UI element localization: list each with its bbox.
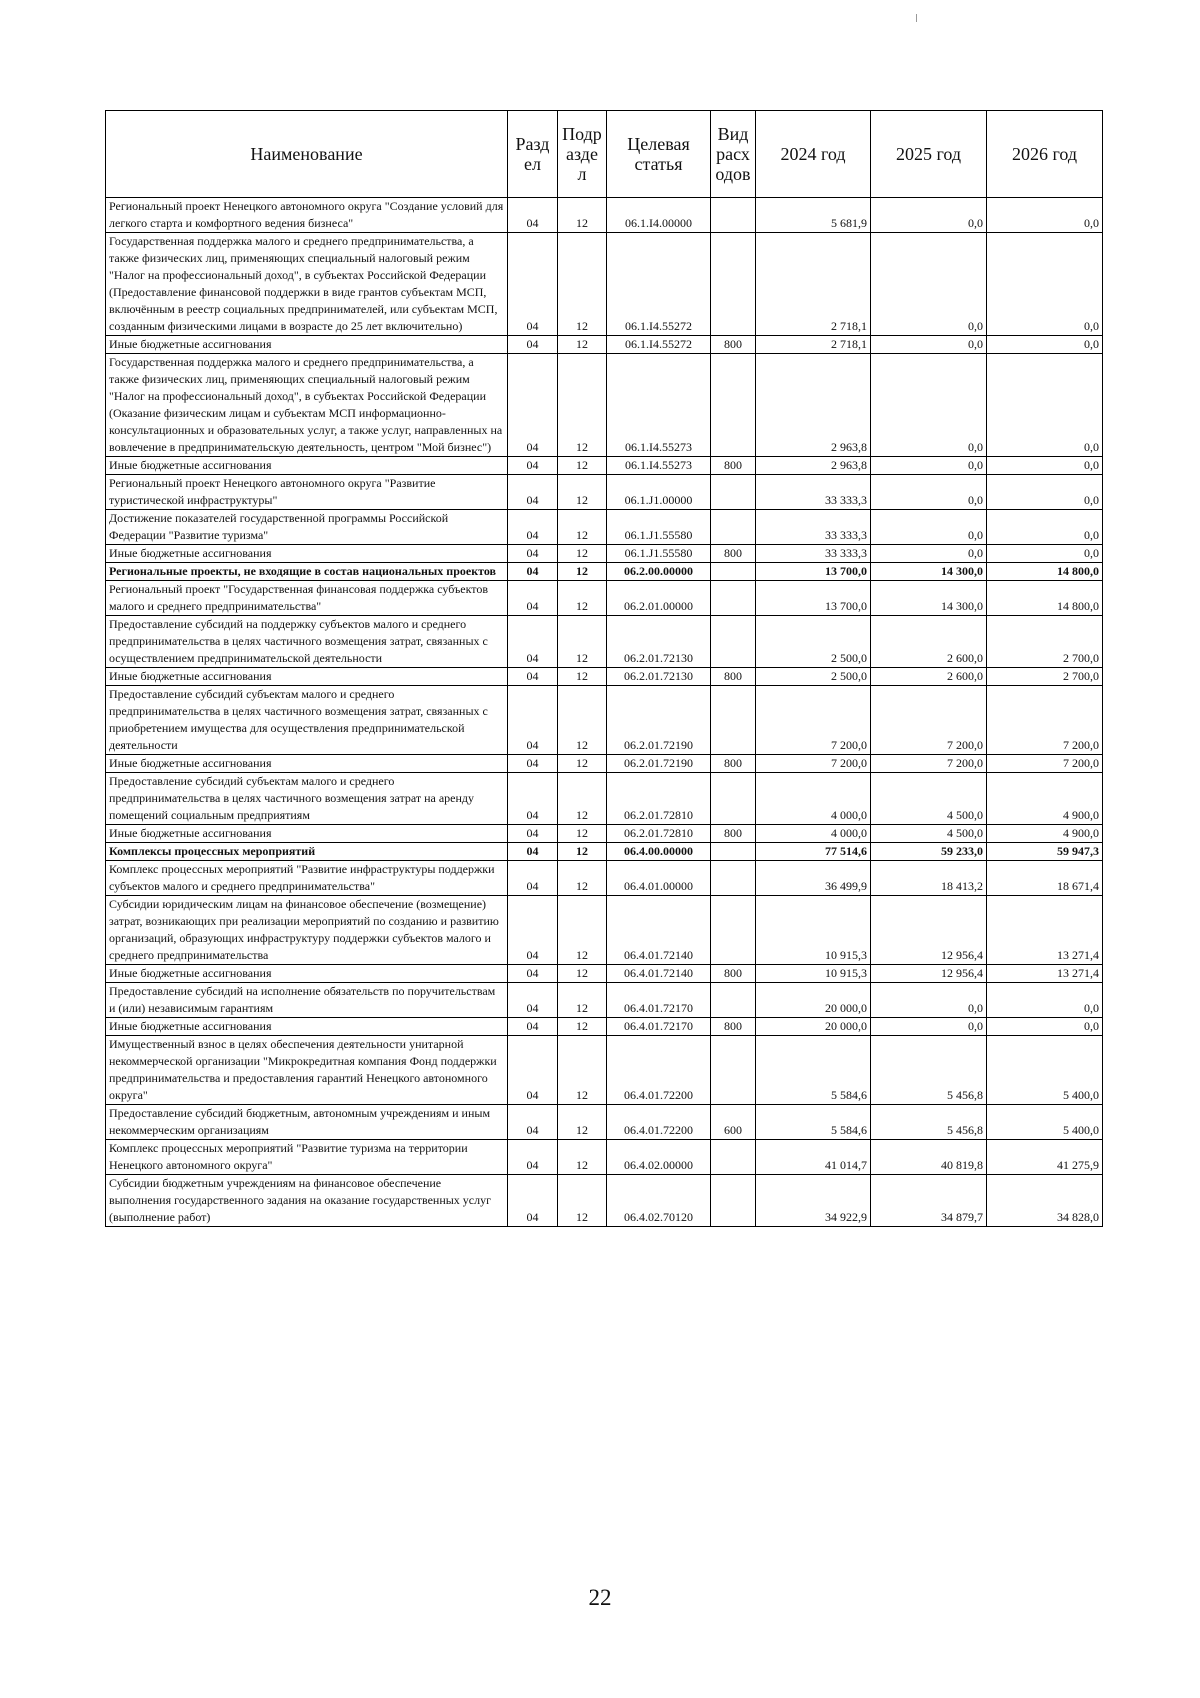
row-2025: 0,0 — [871, 336, 987, 354]
row-name: Региональный проект "Государственная финансовая поддержка субъектов малого и среднего предпринимательства" — [106, 581, 508, 616]
row-2024: 41 014,7 — [756, 1140, 871, 1175]
row-2024: 33 333,3 — [756, 475, 871, 510]
row-target: 06.1.I4.55273 — [607, 457, 711, 475]
row-type — [711, 354, 756, 457]
row-2024: 2 963,8 — [756, 354, 871, 457]
row-subsection: 12 — [558, 686, 607, 755]
row-subsection: 12 — [558, 545, 607, 563]
row-target: 06.4.02.00000 — [607, 1140, 711, 1175]
table-row — [106, 983, 1103, 1018]
row-2024: 4 000,0 — [756, 773, 871, 825]
row-2024: 77 514,6 — [756, 843, 871, 861]
row-target: 06.1.I4.55272 — [607, 233, 711, 336]
row-type — [711, 686, 756, 755]
row-2025: 12 956,4 — [871, 896, 987, 965]
row-2025: 2 600,0 — [871, 616, 987, 668]
row-name: Региональный проект Ненецкого автономного округа "Развитие туристической инфраструктуры" — [106, 475, 508, 510]
row-section: 04 — [508, 354, 558, 457]
header-section: Разд ел — [508, 111, 558, 198]
row-2024: 34 922,9 — [756, 1175, 871, 1227]
table-row — [106, 198, 1103, 233]
row-2026: 0,0 — [987, 354, 1103, 457]
row-type — [711, 616, 756, 668]
row-2025: 0,0 — [871, 510, 987, 545]
row-subsection: 12 — [558, 773, 607, 825]
row-type — [711, 581, 756, 616]
row-2025: 4 500,0 — [871, 825, 987, 843]
row-target: 06.2.01.72810 — [607, 773, 711, 825]
row-target: 06.4.01.72140 — [607, 896, 711, 965]
row-name: Предоставление субсидий бюджетным, автономным учреждениям и иным некоммерческим организациям — [106, 1105, 508, 1140]
row-2024: 2 963,8 — [756, 457, 871, 475]
row-type — [711, 896, 756, 965]
row-2024: 2 500,0 — [756, 616, 871, 668]
row-2024: 10 915,3 — [756, 896, 871, 965]
row-name: Иные бюджетные ассигнования — [106, 825, 508, 843]
row-name: Государственная поддержка малого и среднего предпринимательства, а также физических лиц, применяющих специальный налоговый режим "Налог на профессиональный доход", в субъектах Российской Федерации (Предоставление финансовой поддержки в виде грантов субъектам МСП, включённым в реестр социальных предпринимателей, или субъектам МСП, созданным физическими лицами в возрасте до 25 лет включительно) — [106, 233, 508, 336]
row-subsection: 12 — [558, 843, 607, 861]
row-2026: 0,0 — [987, 510, 1103, 545]
row-subsection: 12 — [558, 336, 607, 354]
row-2026: 5 400,0 — [987, 1105, 1103, 1140]
budget-table — [105, 110, 1103, 1227]
row-target: 06.4.00.00000 — [607, 843, 711, 861]
row-subsection: 12 — [558, 1175, 607, 1227]
table-row — [106, 1140, 1103, 1175]
row-target: 06.2.00.00000 — [607, 563, 711, 581]
row-2025: 18 413,2 — [871, 861, 987, 896]
row-target: 06.1.J1.55580 — [607, 545, 711, 563]
row-subsection: 12 — [558, 861, 607, 896]
row-2024: 7 200,0 — [756, 686, 871, 755]
row-2025: 2 600,0 — [871, 668, 987, 686]
row-type — [711, 1175, 756, 1227]
row-2026: 0,0 — [987, 198, 1103, 233]
row-2024: 2 718,1 — [756, 336, 871, 354]
row-2026: 34 828,0 — [987, 1175, 1103, 1227]
row-name: Предоставление субсидий субъектам малого и среднего предпринимательства в целях частичного возмещения затрат на аренду помещений социальным предприятиям — [106, 773, 508, 825]
row-subsection: 12 — [558, 668, 607, 686]
row-2024: 13 700,0 — [756, 581, 871, 616]
table-row — [106, 233, 1103, 336]
row-target: 06.1.J1.00000 — [607, 475, 711, 510]
row-target: 06.4.01.72200 — [607, 1105, 711, 1140]
row-type — [711, 510, 756, 545]
row-2024: 20 000,0 — [756, 1018, 871, 1036]
row-type — [711, 861, 756, 896]
row-section: 04 — [508, 581, 558, 616]
row-2026: 14 800,0 — [987, 581, 1103, 616]
row-target: 06.4.01.00000 — [607, 861, 711, 896]
row-2026: 5 400,0 — [987, 1036, 1103, 1105]
row-target: 06.1.I4.00000 — [607, 198, 711, 233]
row-type — [711, 983, 756, 1018]
row-section: 04 — [508, 843, 558, 861]
row-section: 04 — [508, 983, 558, 1018]
row-target: 06.1.I4.55273 — [607, 354, 711, 457]
row-name: Региональный проект Ненецкого автономного округа "Создание условий для легкого старта и комфортного ведения бизнеса" — [106, 198, 508, 233]
row-2024: 13 700,0 — [756, 563, 871, 581]
row-2026: 2 700,0 — [987, 616, 1103, 668]
row-target: 06.1.J1.55580 — [607, 510, 711, 545]
row-subsection: 12 — [558, 563, 607, 581]
row-name: Иные бюджетные ассигнования — [106, 336, 508, 354]
row-type: 800 — [711, 1018, 756, 1036]
row-2025: 4 500,0 — [871, 773, 987, 825]
row-2025: 7 200,0 — [871, 686, 987, 755]
row-name: Комплексы процессных мероприятий — [106, 843, 508, 861]
row-type: 800 — [711, 545, 756, 563]
table-row — [106, 581, 1103, 616]
row-2026: 18 671,4 — [987, 861, 1103, 896]
row-type — [711, 198, 756, 233]
row-2026: 7 200,0 — [987, 755, 1103, 773]
row-section: 04 — [508, 755, 558, 773]
row-2026: 59 947,3 — [987, 843, 1103, 861]
row-type: 600 — [711, 1105, 756, 1140]
table-row — [106, 773, 1103, 825]
row-2025: 0,0 — [871, 545, 987, 563]
row-name: Имущественный взнос в целях обеспечения деятельности унитарной некоммерческой организации "Микрокредитная компания Фонд поддержки предпринимательства и предоставления гарантий Ненецкого автономного округа" — [106, 1036, 508, 1105]
header-name: Наименование — [106, 111, 508, 198]
table-row — [106, 755, 1103, 773]
row-2026: 13 271,4 — [987, 965, 1103, 983]
row-section: 04 — [508, 668, 558, 686]
row-2026: 0,0 — [987, 233, 1103, 336]
table-row — [106, 825, 1103, 843]
table-row — [106, 457, 1103, 475]
row-subsection: 12 — [558, 983, 607, 1018]
row-section: 04 — [508, 233, 558, 336]
row-subsection: 12 — [558, 457, 607, 475]
table-row — [106, 686, 1103, 755]
row-section: 04 — [508, 1105, 558, 1140]
row-name: Иные бюджетные ассигнования — [106, 545, 508, 563]
row-2024: 5 681,9 — [756, 198, 871, 233]
row-2026: 0,0 — [987, 983, 1103, 1018]
row-section: 04 — [508, 1140, 558, 1175]
row-target: 06.2.01.00000 — [607, 581, 711, 616]
row-section: 04 — [508, 616, 558, 668]
row-2025: 0,0 — [871, 475, 987, 510]
row-section: 04 — [508, 545, 558, 563]
row-name: Иные бюджетные ассигнования — [106, 755, 508, 773]
row-2026: 0,0 — [987, 457, 1103, 475]
row-subsection: 12 — [558, 825, 607, 843]
row-2026: 0,0 — [987, 336, 1103, 354]
row-type: 800 — [711, 668, 756, 686]
row-name: Предоставление субсидий на поддержку субъектов малого и среднего предпринимательства в целях частичного возмещения затрат, связанных с осуществлением предпринимательской деятельности — [106, 616, 508, 668]
row-section: 04 — [508, 773, 558, 825]
row-2025: 0,0 — [871, 198, 987, 233]
row-section: 04 — [508, 457, 558, 475]
row-name: Иные бюджетные ассигнования — [106, 668, 508, 686]
header-2025: 2025 год — [871, 111, 987, 198]
row-2024: 33 333,3 — [756, 545, 871, 563]
row-subsection: 12 — [558, 755, 607, 773]
row-subsection: 12 — [558, 581, 607, 616]
row-subsection: 12 — [558, 616, 607, 668]
row-2025: 40 819,8 — [871, 1140, 987, 1175]
row-subsection: 12 — [558, 198, 607, 233]
table-row — [106, 354, 1103, 457]
row-type — [711, 233, 756, 336]
row-type — [711, 843, 756, 861]
table-row — [106, 1175, 1103, 1227]
row-section: 04 — [508, 825, 558, 843]
row-section: 04 — [508, 1018, 558, 1036]
row-section: 04 — [508, 510, 558, 545]
row-2024: 2 500,0 — [756, 668, 871, 686]
scan-mark — [916, 14, 917, 22]
row-section: 04 — [508, 336, 558, 354]
row-target: 06.4.01.72170 — [607, 983, 711, 1018]
table-row — [106, 1018, 1103, 1036]
row-target: 06.4.01.72200 — [607, 1036, 711, 1105]
row-section: 04 — [508, 198, 558, 233]
row-name: Предоставление субсидий субъектам малого и среднего предпринимательства в целях частичного возмещения затрат, связанных с приобретением имущества для осуществления предпринимательской деятельности — [106, 686, 508, 755]
row-2025: 0,0 — [871, 354, 987, 457]
row-2025: 12 956,4 — [871, 965, 987, 983]
row-name: Региональные проекты, не входящие в состав национальных проектов — [106, 563, 508, 581]
row-2024: 36 499,9 — [756, 861, 871, 896]
row-type: 800 — [711, 755, 756, 773]
row-target: 06.4.02.70120 — [607, 1175, 711, 1227]
row-subsection: 12 — [558, 1036, 607, 1105]
row-name: Иные бюджетные ассигнования — [106, 1018, 508, 1036]
row-name: Государственная поддержка малого и среднего предпринимательства, а также физических лиц, применяющих специальный налоговый режим "Налог на профессиональный доход", в субъектах Российской Федерации (Оказание физическим лицам и субъектам МСП информационно-консультационных и образовательных услуг, а также услуг, направленных на вовлечение в предпринимательскую деятельность, центром "Мой бизнес") — [106, 354, 508, 457]
header-2024: 2024 год — [756, 111, 871, 198]
row-2024: 4 000,0 — [756, 825, 871, 843]
row-section: 04 — [508, 1175, 558, 1227]
row-type: 800 — [711, 825, 756, 843]
row-2025: 7 200,0 — [871, 755, 987, 773]
row-type: 800 — [711, 336, 756, 354]
header-target: Целевая статья — [607, 111, 711, 198]
row-type: 800 — [711, 965, 756, 983]
row-2025: 14 300,0 — [871, 563, 987, 581]
table-row — [106, 616, 1103, 668]
row-2024: 33 333,3 — [756, 510, 871, 545]
page-number: 22 — [588, 1585, 612, 1610]
row-2024: 5 584,6 — [756, 1105, 871, 1140]
row-target: 06.2.01.72190 — [607, 755, 711, 773]
row-2025: 0,0 — [871, 983, 987, 1018]
row-target: 06.2.01.72190 — [607, 686, 711, 755]
row-section: 04 — [508, 861, 558, 896]
table-row — [106, 861, 1103, 896]
row-subsection: 12 — [558, 965, 607, 983]
row-2025: 0,0 — [871, 233, 987, 336]
row-2026: 41 275,9 — [987, 1140, 1103, 1175]
row-2024: 10 915,3 — [756, 965, 871, 983]
row-2026: 0,0 — [987, 475, 1103, 510]
row-name: Иные бюджетные ассигнования — [106, 965, 508, 983]
table-row — [106, 336, 1103, 354]
row-2025: 34 879,7 — [871, 1175, 987, 1227]
row-type — [711, 1140, 756, 1175]
row-2025: 5 456,8 — [871, 1036, 987, 1105]
row-section: 04 — [508, 475, 558, 510]
row-subsection: 12 — [558, 896, 607, 965]
row-section: 04 — [508, 686, 558, 755]
table-header-row — [106, 111, 1103, 198]
row-target: 06.2.01.72130 — [607, 668, 711, 686]
row-2026: 4 900,0 — [987, 825, 1103, 843]
row-type: 800 — [711, 457, 756, 475]
table-row — [106, 545, 1103, 563]
row-type — [711, 1036, 756, 1105]
row-target: 06.4.01.72140 — [607, 965, 711, 983]
row-2025: 0,0 — [871, 457, 987, 475]
table-row — [106, 1036, 1103, 1105]
table-row — [106, 563, 1103, 581]
table-row — [106, 668, 1103, 686]
row-2026: 13 271,4 — [987, 896, 1103, 965]
row-type — [711, 475, 756, 510]
row-section: 04 — [508, 563, 558, 581]
row-subsection: 12 — [558, 233, 607, 336]
table-row — [106, 475, 1103, 510]
row-target: 06.1.I4.55272 — [607, 336, 711, 354]
row-2026: 0,0 — [987, 1018, 1103, 1036]
row-name: Субсидии юридическим лицам на финансовое обеспечение (возмещение) затрат, возникающих при реализации мероприятий по созданию и развитию организаций, образующих инфраструктуру поддержки субъектов малого и среднего предпринимательства — [106, 896, 508, 965]
row-target: 06.4.01.72170 — [607, 1018, 711, 1036]
row-target: 06.2.01.72130 — [607, 616, 711, 668]
row-section: 04 — [508, 896, 558, 965]
row-2026: 4 900,0 — [987, 773, 1103, 825]
row-subsection: 12 — [558, 1140, 607, 1175]
row-name: Субсидии бюджетным учреждениям на финансовое обеспечение выполнения государственного задания на оказание государственных услуг (выполнение работ) — [106, 1175, 508, 1227]
row-subsection: 12 — [558, 475, 607, 510]
row-subsection: 12 — [558, 510, 607, 545]
table-row — [106, 896, 1103, 965]
table-row — [106, 965, 1103, 983]
header-2026: 2026 год — [987, 111, 1103, 198]
row-2024: 2 718,1 — [756, 233, 871, 336]
table-body — [106, 198, 1103, 1227]
row-2025: 14 300,0 — [871, 581, 987, 616]
row-2024: 7 200,0 — [756, 755, 871, 773]
table-row — [106, 1105, 1103, 1140]
row-2026: 0,0 — [987, 545, 1103, 563]
header-type: Вид расх одов — [711, 111, 756, 198]
row-name: Комплекс процессных мероприятий "Развитие инфраструктуры поддержки субъектов малого и среднего предпринимательства" — [106, 861, 508, 896]
row-2026: 2 700,0 — [987, 668, 1103, 686]
row-type — [711, 773, 756, 825]
row-2025: 0,0 — [871, 1018, 987, 1036]
row-2025: 5 456,8 — [871, 1105, 987, 1140]
row-2025: 59 233,0 — [871, 843, 987, 861]
header-subsection: Подр азде л — [558, 111, 607, 198]
row-2026: 14 800,0 — [987, 563, 1103, 581]
row-subsection: 12 — [558, 354, 607, 457]
row-2026: 7 200,0 — [987, 686, 1103, 755]
table-row — [106, 510, 1103, 545]
row-subsection: 12 — [558, 1018, 607, 1036]
row-section: 04 — [508, 965, 558, 983]
row-2024: 20 000,0 — [756, 983, 871, 1018]
row-section: 04 — [508, 1036, 558, 1105]
row-target: 06.2.01.72810 — [607, 825, 711, 843]
row-type — [711, 563, 756, 581]
row-name: Достижение показателей государственной программы Российской Федерации "Развитие туризма" — [106, 510, 508, 545]
row-subsection: 12 — [558, 1105, 607, 1140]
table-row — [106, 843, 1103, 861]
row-name: Иные бюджетные ассигнования — [106, 457, 508, 475]
row-2024: 5 584,6 — [756, 1036, 871, 1105]
row-name: Предоставление субсидий на исполнение обязательств по поручительствам и (или) независимым гарантиям — [106, 983, 508, 1018]
row-name: Комплекс процессных мероприятий "Развитие туризма на территории Ненецкого автономного округа" — [106, 1140, 508, 1175]
